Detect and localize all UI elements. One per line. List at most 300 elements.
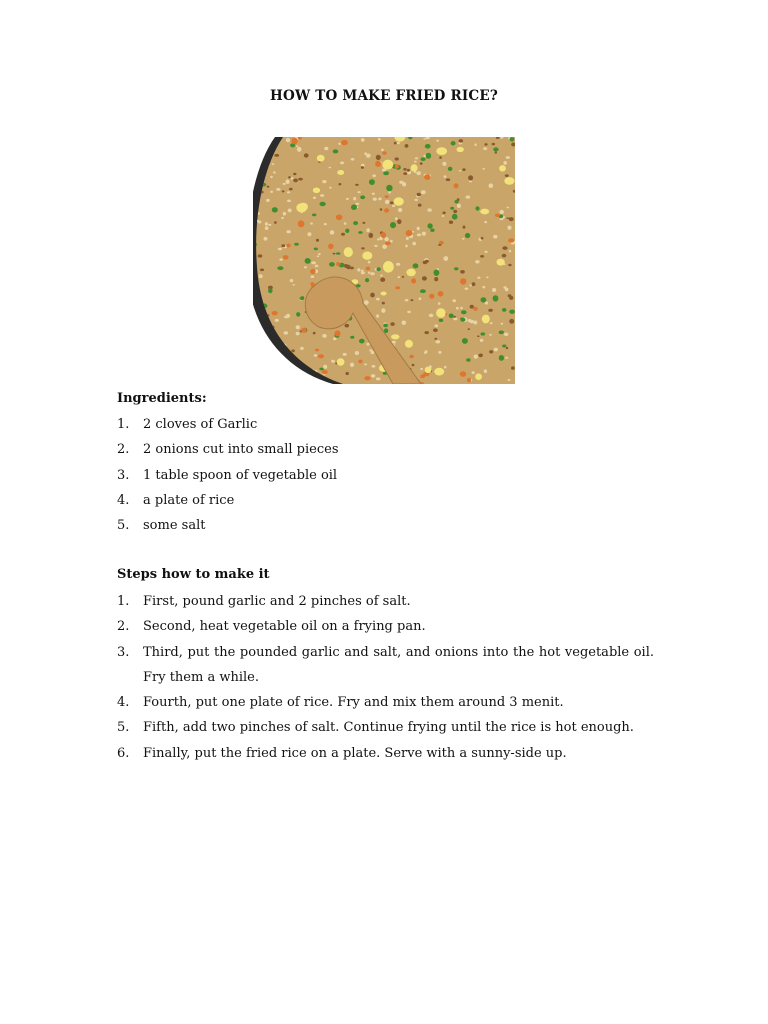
rice-speckle: [406, 237, 409, 240]
rice-speckle: [337, 358, 345, 366]
rice-speckle: [333, 149, 339, 153]
ingredient-text: a plate of rice: [143, 492, 235, 508]
rice-speckle: [374, 245, 377, 247]
rice-speckle: [272, 207, 278, 212]
rice-speckle: [380, 278, 385, 282]
rice-speckle: [497, 259, 505, 266]
rice-speckle: [429, 294, 434, 299]
rice-speckle: [286, 138, 290, 142]
rice-speckle: [361, 270, 364, 272]
ingredient-text: 1 table spoon of vegetable oil: [143, 467, 338, 483]
rice-speckle: [355, 351, 359, 355]
ingredient-text: 2 onions cut into small pieces: [143, 442, 339, 458]
rice-speckle: [293, 173, 296, 175]
rice-speckle: [402, 182, 406, 186]
rice-speckle: [313, 188, 320, 194]
rice-speckle: [353, 197, 356, 200]
rice-speckle: [376, 298, 380, 301]
step-number: 6.: [117, 745, 130, 761]
rice-speckle: [483, 147, 487, 150]
rice-speckle: [390, 201, 394, 204]
rice-speckle: [416, 171, 421, 175]
rice-speckle: [407, 169, 410, 172]
rice-speckle: [504, 177, 514, 185]
rice-speckle: [383, 324, 388, 328]
rice-speckle: [267, 186, 270, 188]
rice-speckle: [362, 252, 372, 260]
rice-speckle: [415, 157, 418, 159]
rice-speckle: [460, 270, 465, 274]
ingredient-number: 3.: [117, 467, 130, 483]
rice-speckle: [468, 175, 473, 180]
rice-speckle: [294, 243, 299, 246]
rice-speckle: [364, 300, 369, 305]
rice-speckle: [281, 244, 285, 247]
rice-speckle: [310, 269, 315, 274]
step-text: Fourth, put one plate of rice. Fry and mix them around 3 menit.: [143, 695, 564, 711]
rice-speckle: [361, 166, 364, 169]
rice-speckle: [483, 168, 486, 170]
rice-speckle: [334, 330, 340, 336]
rice-speckle: [509, 217, 514, 221]
rice-speckle: [278, 248, 282, 251]
ingredients-list: [117, 412, 657, 538]
rice-speckle: [283, 255, 289, 259]
rice-speckle: [286, 230, 290, 233]
rice-speckle: [385, 242, 391, 246]
rice-speckle: [319, 368, 323, 371]
rice-speckle: [429, 314, 434, 318]
rice-speckle: [477, 277, 480, 279]
rice-speckle: [480, 255, 484, 258]
rice-speckle: [311, 261, 316, 264]
rice-speckle: [481, 237, 484, 240]
rice-speckle: [313, 197, 316, 199]
rice-speckle: [364, 363, 367, 365]
rice-speckle: [406, 230, 413, 236]
rice-speckle: [300, 296, 305, 300]
rice-speckle: [509, 319, 514, 324]
rice-speckle: [330, 230, 335, 234]
rice-speckle: [341, 233, 345, 236]
step-item: [117, 715, 654, 740]
rice-speckle: [381, 232, 386, 238]
rice-speckle: [258, 254, 263, 257]
rice-speckle: [333, 337, 337, 340]
rice-speckle: [452, 299, 456, 302]
rice-speckle: [438, 302, 441, 305]
rice-speckle: [474, 143, 476, 146]
rice-speckle: [319, 202, 325, 206]
rice-speckle: [421, 157, 426, 161]
rice-speckle: [473, 321, 477, 325]
rice-speckle: [506, 156, 510, 159]
rice-speckle: [455, 200, 459, 203]
rice-speckle: [370, 293, 375, 298]
rice-speckle: [486, 277, 489, 279]
rice-speckle: [380, 208, 383, 210]
rice-speckle: [484, 369, 487, 373]
rice-speckle: [345, 324, 350, 328]
rice-speckle: [485, 251, 488, 253]
step-item: [117, 614, 654, 639]
rice-speckle: [299, 203, 308, 211]
rice-speckle: [292, 284, 295, 286]
rice-speckle: [398, 208, 402, 212]
step-text: Third, put the pounded garlic and salt, and onions into the hot vegetable oil. Fry them a while.: [143, 644, 654, 685]
rice-speckle: [318, 354, 324, 358]
rice-speckle: [384, 237, 388, 241]
rice-speckle: [405, 299, 409, 301]
rice-speckle: [346, 265, 350, 270]
rice-speckle: [435, 324, 439, 327]
rice-speckle: [370, 272, 375, 275]
rice-speckle: [323, 365, 327, 369]
rice-speckle: [507, 226, 511, 230]
rice-speckle: [451, 141, 456, 145]
rice-speckle: [453, 318, 457, 321]
rice-speckle: [353, 221, 358, 225]
rice-speckle: [460, 371, 466, 377]
rice-speckle: [380, 275, 383, 277]
rice-speckle: [459, 139, 464, 143]
rice-speckle: [268, 224, 271, 226]
rice-speckle: [371, 365, 375, 368]
rice-speckle: [385, 195, 389, 198]
rice-speckle: [457, 147, 464, 152]
ingredient-text: 2 cloves of Garlic: [143, 417, 258, 432]
rice-speckle: [504, 333, 509, 336]
rice-speckle: [438, 291, 444, 297]
rice-speckle: [260, 269, 264, 272]
rice-speckle: [292, 138, 298, 145]
ingredient-number: 1.: [117, 417, 130, 432]
rice-speckle: [442, 215, 444, 217]
rice-speckle: [286, 179, 290, 184]
rice-speckle: [423, 138, 425, 140]
rice-speckle: [492, 143, 495, 145]
rice-speckle: [391, 322, 395, 326]
rice-speckle: [313, 332, 316, 335]
rice-speckle: [444, 175, 447, 178]
step-text: Fifth, add two pinches of salt. Continue frying until the rice is hot enough.: [143, 720, 634, 736]
rice-speckle: [376, 155, 381, 160]
rice-speckle: [435, 340, 440, 343]
rice-speckle: [481, 332, 486, 335]
rice-speckle: [424, 174, 430, 180]
rice-speckle: [381, 292, 387, 296]
rice-speckle: [343, 353, 347, 356]
rice-speckle: [373, 198, 377, 201]
rice-speckle: [272, 163, 275, 165]
rice-speckle: [396, 263, 400, 266]
rice-speckle: [409, 355, 414, 359]
rice-speckle: [452, 214, 458, 220]
rice-speckle: [502, 246, 507, 250]
rice-speckle: [475, 206, 479, 210]
rice-speckle: [405, 245, 408, 248]
step-item: [117, 589, 654, 614]
ingredient-number: 2.: [117, 442, 130, 458]
rice-speckle: [484, 143, 487, 146]
rice-speckle: [291, 349, 295, 352]
rice-speckle: [503, 161, 507, 165]
rice-speckle: [488, 309, 493, 312]
rice-speckle: [322, 180, 326, 183]
rice-speckle: [355, 184, 359, 186]
rice-speckle: [383, 171, 389, 175]
rice-speckle: [382, 245, 387, 249]
rice-speckle: [272, 311, 278, 315]
rice-speckle: [324, 147, 328, 151]
rice-speckle: [287, 200, 291, 203]
rice-speckle: [395, 164, 399, 168]
rice-speckle: [296, 312, 300, 317]
rice-speckle: [462, 168, 465, 171]
rice-speckle: [420, 162, 423, 165]
rice-speckle: [495, 214, 500, 217]
rice-speckle: [407, 311, 411, 313]
rice-speckle: [466, 358, 470, 362]
rice-speckle: [499, 355, 504, 361]
rice-speckle: [405, 144, 409, 148]
rice-speckle: [355, 203, 359, 205]
rice-speckle: [316, 239, 319, 242]
rice-speckle: [466, 196, 471, 199]
rice-speckle: [448, 167, 453, 171]
rice-speckle: [318, 253, 321, 255]
rice-speckle: [394, 142, 397, 145]
rice-speckle: [493, 147, 498, 151]
rice-speckle: [336, 215, 343, 221]
ingredient-item: [117, 513, 657, 538]
rice-speckle: [274, 154, 279, 157]
rice-speckle: [288, 209, 292, 213]
rice-speckle: [413, 263, 419, 268]
rice-speckle: [460, 318, 465, 322]
rice-speckle: [439, 156, 442, 159]
rice-speckle: [434, 368, 444, 376]
rice-speckle: [372, 193, 375, 195]
rice-speckle: [361, 138, 365, 142]
ingredient-item: [117, 488, 657, 513]
rice-speckle: [470, 305, 474, 309]
rice-speckle: [320, 194, 324, 197]
rice-speckle: [384, 208, 389, 212]
rice-speckle: [377, 238, 379, 240]
rice-speckle: [505, 357, 508, 359]
step-number: 4.: [117, 695, 130, 711]
rice-speckle: [433, 328, 438, 332]
rice-speckle: [259, 274, 263, 278]
rice-speckle: [338, 143, 341, 145]
rice-speckle: [361, 271, 365, 274]
step-text: Finally, put the fried rice on a plate. Serve with a sunny-side up.: [143, 745, 567, 761]
rice-speckle: [508, 264, 511, 266]
rice-speckle: [350, 336, 354, 339]
rice-speckle: [274, 221, 277, 224]
rice-speckle: [412, 364, 415, 367]
rice-speckle: [395, 217, 398, 220]
rice-speckle: [446, 178, 450, 181]
rice-speckle: [375, 161, 381, 167]
rice-speckle: [505, 288, 509, 291]
ingredient-number: 5.: [117, 518, 130, 534]
rice-speckle: [438, 351, 441, 354]
ingredient-item: [117, 437, 657, 462]
rice-speckle: [314, 354, 318, 357]
ingredient-number: 4.: [117, 492, 130, 508]
rice-speckle: [392, 205, 395, 207]
rice-speckle: [508, 238, 514, 242]
rice-speckle: [480, 339, 483, 342]
rice-speckle: [422, 232, 426, 236]
rice-speckle: [290, 279, 294, 282]
rice-speckle: [371, 374, 376, 378]
rice-speckle: [439, 319, 444, 322]
steps-list: [117, 589, 654, 766]
rice-speckle: [390, 222, 396, 228]
rice-speckle: [427, 223, 432, 228]
rice-speckle: [282, 190, 285, 192]
rice-speckle: [329, 167, 332, 169]
rice-speckle: [442, 162, 446, 166]
rice-speckle: [265, 222, 268, 226]
rice-speckle: [317, 256, 320, 258]
rice-speckle: [436, 308, 446, 317]
rice-speckle: [460, 278, 466, 284]
rice-speckle: [499, 165, 506, 171]
rice-speckle: [417, 234, 421, 237]
rice-speckle: [509, 310, 515, 314]
rice-speckle: [449, 314, 454, 319]
rice-speckle: [412, 242, 416, 246]
rice-speckle: [360, 195, 365, 199]
rice-speckle: [366, 343, 369, 346]
rice-speckle: [300, 347, 304, 350]
rice-speckle: [333, 253, 336, 255]
rice-speckle: [505, 174, 509, 177]
rice-speckle: [344, 247, 353, 257]
rice-speckle: [494, 348, 498, 352]
step-number: 1.: [117, 594, 130, 609]
rice-speckle: [482, 286, 485, 289]
rice-speckle: [328, 244, 333, 249]
rice-speckle: [344, 222, 347, 225]
rice-speckle: [277, 266, 283, 270]
rice-speckle: [472, 282, 476, 286]
rice-speckle: [457, 204, 461, 208]
rice-speckle: [425, 260, 429, 263]
rice-speckle: [298, 220, 305, 227]
rice-speckle: [402, 321, 407, 325]
rice-speckle: [357, 268, 360, 271]
step-text: Second, heat vegetable oil on a frying pan.: [143, 619, 426, 635]
rice-speckle: [430, 229, 434, 232]
rice-speckle: [462, 338, 468, 344]
rice-speckle: [467, 378, 471, 382]
rice-speckle: [417, 227, 420, 230]
rice-speckle: [489, 183, 494, 188]
rice-speckle: [434, 277, 438, 281]
rice-speckle: [465, 288, 469, 290]
rice-speckle: [346, 198, 349, 200]
ingredient-item: [117, 412, 657, 437]
rice-speckle: [307, 232, 311, 236]
rice-speckle: [293, 179, 298, 183]
rice-speckle: [368, 272, 370, 274]
rice-speckle: [414, 199, 417, 201]
rice-speckle: [420, 368, 423, 370]
rice-speckle: [310, 222, 313, 224]
rice-speckle: [381, 308, 385, 313]
rice-speckle: [424, 331, 429, 334]
rice-speckle: [424, 352, 427, 354]
rice-speckle: [376, 314, 379, 317]
rice-speckle: [456, 307, 459, 310]
rice-speckle: [296, 145, 299, 147]
rice-speckle: [489, 350, 493, 353]
rice-speckle: [460, 307, 463, 310]
fried-rice-image: [253, 137, 515, 384]
rice-speckle: [420, 289, 426, 293]
rice-speckle: [499, 210, 504, 214]
rice-speckle: [419, 297, 422, 300]
rice-speckle: [406, 269, 415, 277]
rice-speckle: [279, 258, 282, 260]
rice-speckle: [403, 172, 407, 175]
rice-speckle: [346, 372, 349, 375]
rice-speckle: [287, 191, 290, 193]
rice-speckle: [361, 247, 364, 249]
step-item: [117, 741, 654, 766]
step-item: [117, 640, 654, 691]
rice-speckle: [470, 284, 472, 286]
rice-speckle: [453, 210, 457, 213]
rice-speckle: [283, 183, 286, 185]
rice-speckle: [372, 174, 376, 177]
rice-speckle: [265, 226, 269, 230]
rice-speckle: [492, 288, 496, 292]
rice-speckle: [507, 207, 510, 209]
rice-speckle: [485, 301, 488, 304]
rice-speckle: [386, 185, 392, 192]
rice-speckle: [480, 209, 489, 215]
rice-speckle: [454, 267, 458, 270]
rice-speckle: [472, 371, 475, 374]
ingredients-heading: Ingredients:: [117, 391, 207, 406]
rice-speckle: [377, 267, 381, 271]
rice-speckle: [366, 267, 370, 271]
step-number: 2.: [117, 619, 130, 635]
rice-speckle: [465, 233, 470, 238]
rice-speckle: [442, 212, 445, 215]
rice-speckle: [411, 299, 414, 301]
rice-speckle: [365, 278, 369, 282]
step-item: [117, 690, 654, 715]
rice-speckle: [425, 367, 432, 373]
rice-speckle: [473, 307, 478, 311]
rice-speckle: [322, 334, 326, 338]
rice-speckle: [444, 256, 449, 261]
rice-speckle: [363, 222, 366, 224]
rice-speckle: [341, 140, 348, 145]
ingredient-item: [117, 463, 657, 488]
fried-rice-photo: [253, 137, 515, 384]
rice-speckle: [301, 328, 306, 333]
rice-speckle: [358, 360, 362, 364]
rice-speckle: [394, 197, 404, 206]
